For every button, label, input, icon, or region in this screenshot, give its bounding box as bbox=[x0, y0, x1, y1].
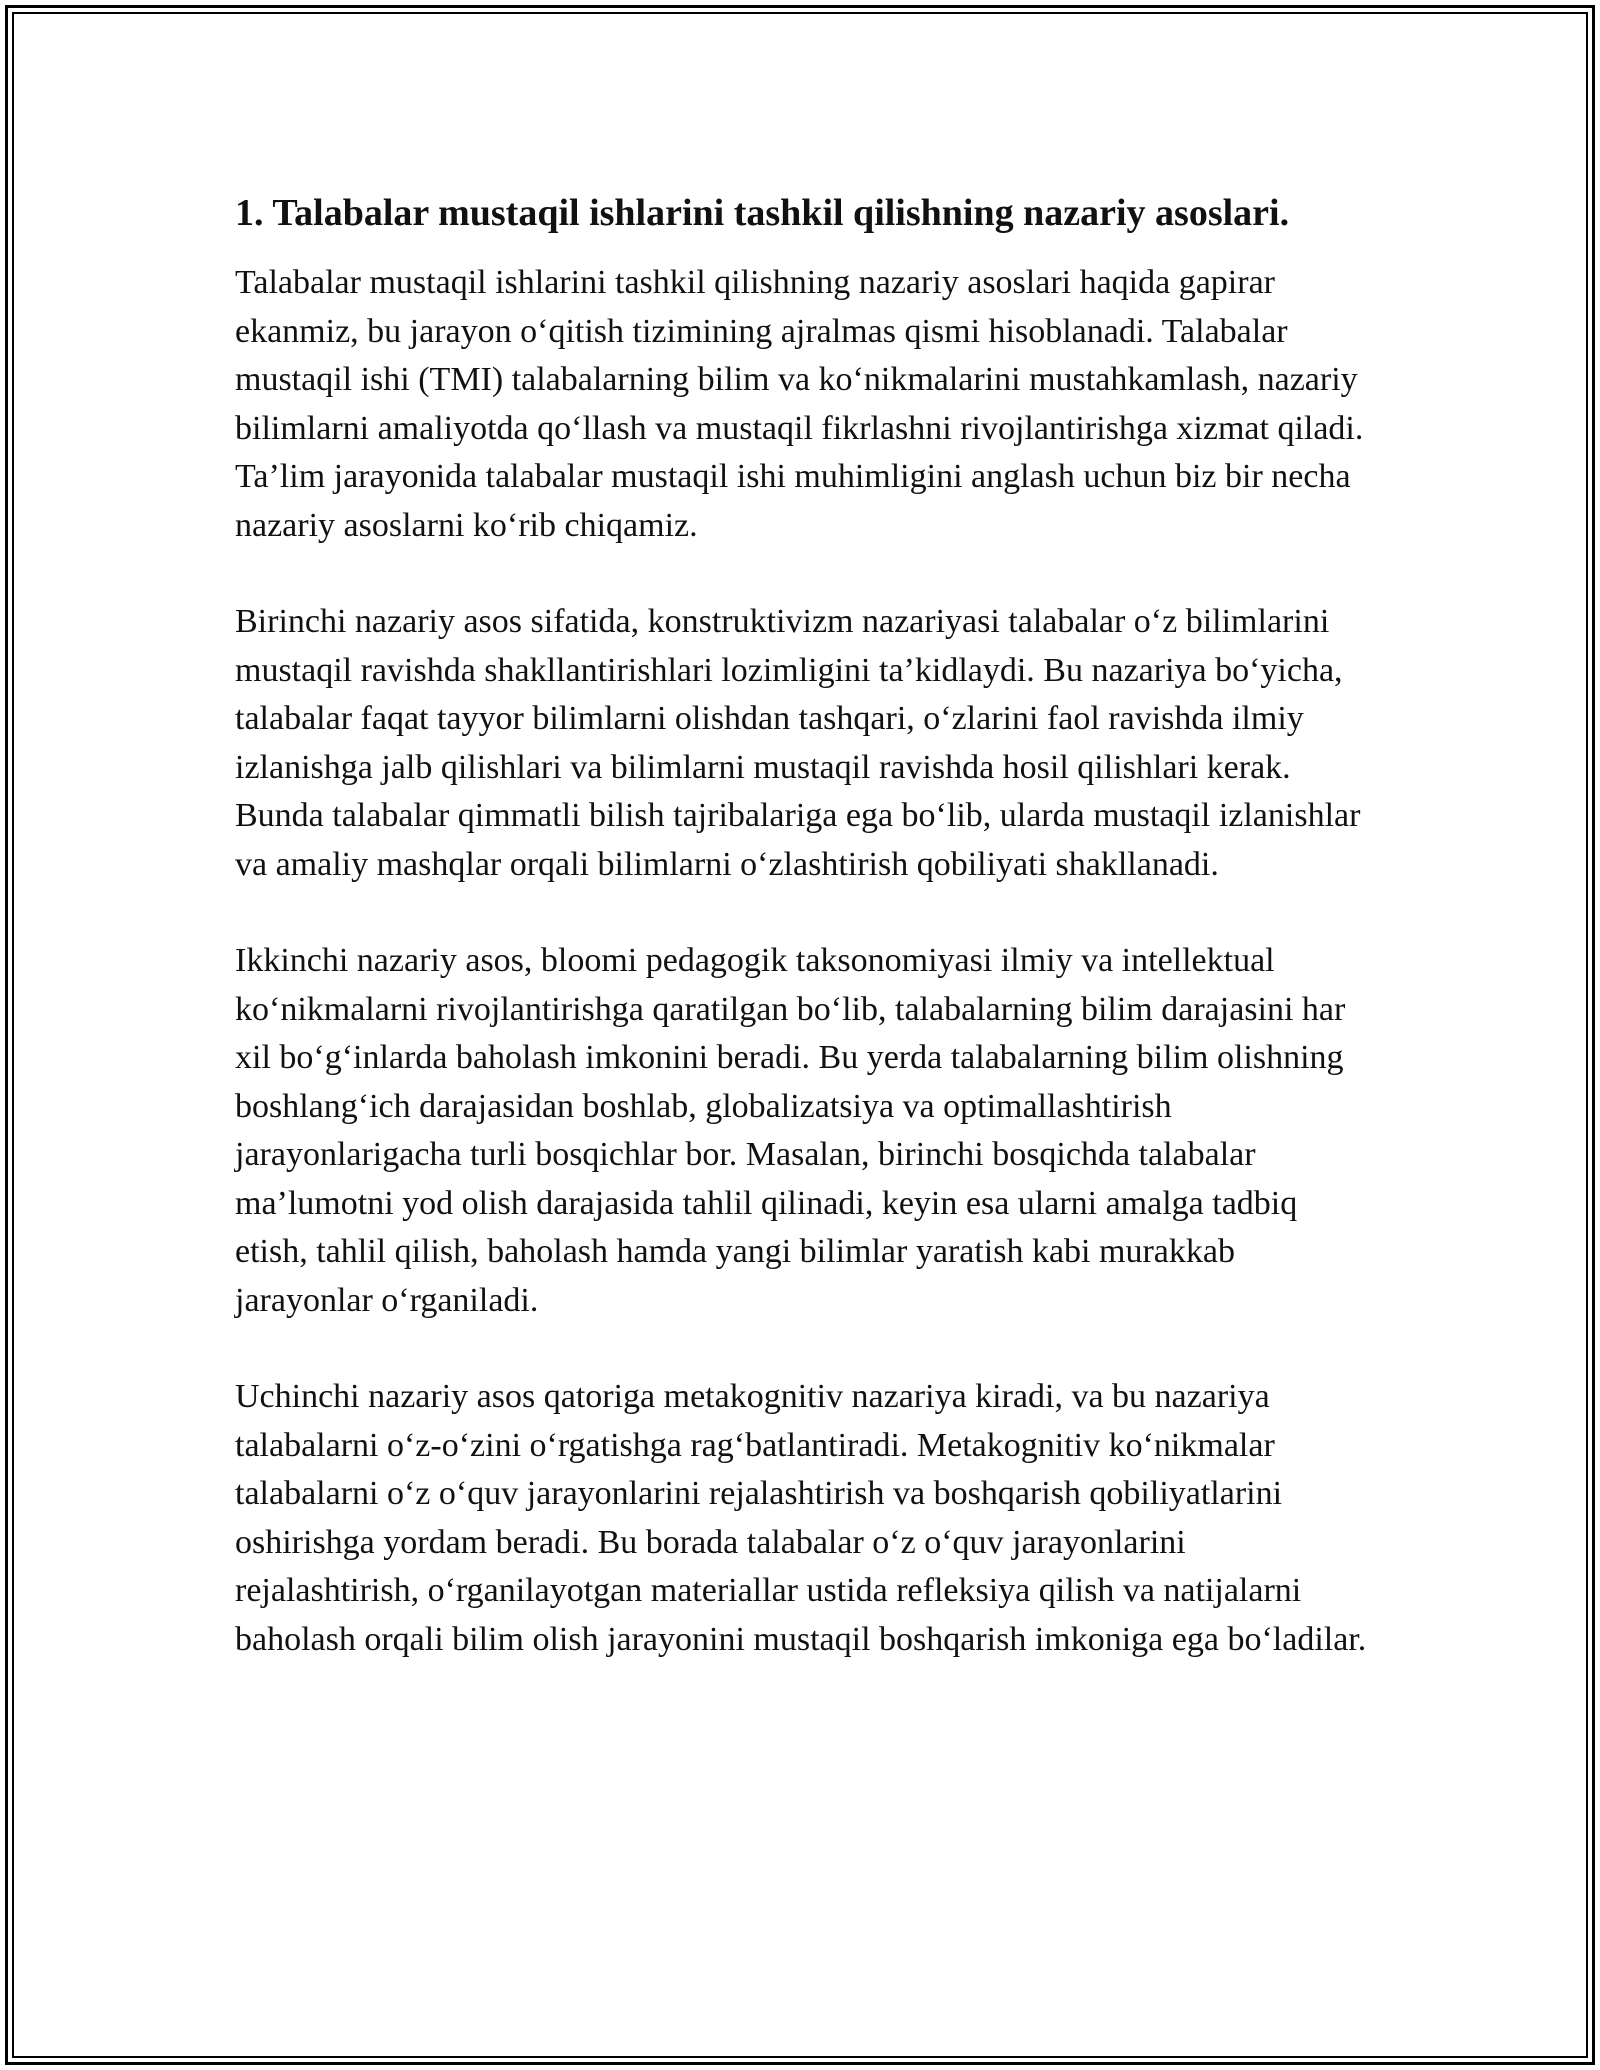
document-body bbox=[235, 185, 1375, 1664]
paragraph-second-basis: Ikkinchi nazariy asos, bloomi pedagogik taksonomiyasi ilmiy va intellektual ko‘nikmalarni rivojlantirishga qaratilgan bo‘lib, talabalarning bilim darajasini har xil bo‘g‘inlarda baholash imkonini beradi. Bu yerda talabalarning bilim olishning boshlang‘ich darajasidan boshlab, globalizatsiya va optimallashtirish jarayonlarigacha turli bosqichlar bor. Masalan, birinchi bosqichda talabalar ma’lumotni yod olish darajasida tahlil qilinadi, keyin esa ularni amalga tadbiq etish, tahlil qilish, baholash hamda yangi bilimlar yaratish kabi murakkab jarayonlar o‘rganiladi. bbox=[235, 942, 1346, 1319]
paragraph-first-basis: Birinchi nazariy asos sifatida, konstruktivizm nazariyasi talabalar o‘z bilimlarini mustaqil ravishda shakllantirishlari lozimligini ta’kidlaydi. Bu nazariya bo‘yicha, talabalar faqat tayyor bilimlarni olishdan tashqari, o‘zlarini faol ravishda ilmiy izlanishga jalb qilishlari va bilimlarni mustaqil ravishda hosil qilishlari kerak. Bunda talabalar qimmatli bilish tajribalariga ega bo‘lib, ularda mustaqil izlanishlar va amaliy mashqlar orqali bilimlarni o‘zlashtirish qobiliyati shakllanadi. bbox=[235, 603, 1361, 883]
paragraph-intro: Talabalar mustaqil ishlarini tashkil qilishning nazariy asoslari haqida gapirar ekanmiz, bu jarayon o‘qitish tizimining ajralmas qismi hisoblanadi. Talabalar mustaqil ishi (TMI) talabalarning bilim va ko‘nikmalarini mustahkamlash, nazariy bilimlarni amaliyotda qo‘llash va mustaqil fikrlashni rivojlantirishga xizmat qiladi. Ta’lim jarayonida talabalar mustaqil ishi muhimligini anglash uchun biz bir necha nazariy asoslarni ko‘rib chiqamiz. bbox=[235, 264, 1364, 544]
section-heading: 1. Talabalar mustaqil ishlarini tashkil qilishning nazariy asoslari. bbox=[235, 192, 1290, 234]
paragraph-third-basis: Uchinchi nazariy asos qatoriga metakognitiv nazariya kiradi, va bu nazariya talabalarni o‘z-o‘zini o‘rgatishga rag‘batlantiradi. Metakognitiv ko‘nikmalar talabalarni o‘z o‘quv jarayonlarini rejalashtirish va boshqarish qobiliyatlarini oshirishga yordam beradi. Bu borada talabalar o‘z o‘quv jarayonlarini rejalashtirish, o‘rganilayotgan materiallar ustida refleksiya qilish va natijalarni baholash orqali bilim olish jarayonini mustaqil boshqarish imkoniga ega bo‘ladilar. bbox=[235, 1378, 1367, 1658]
